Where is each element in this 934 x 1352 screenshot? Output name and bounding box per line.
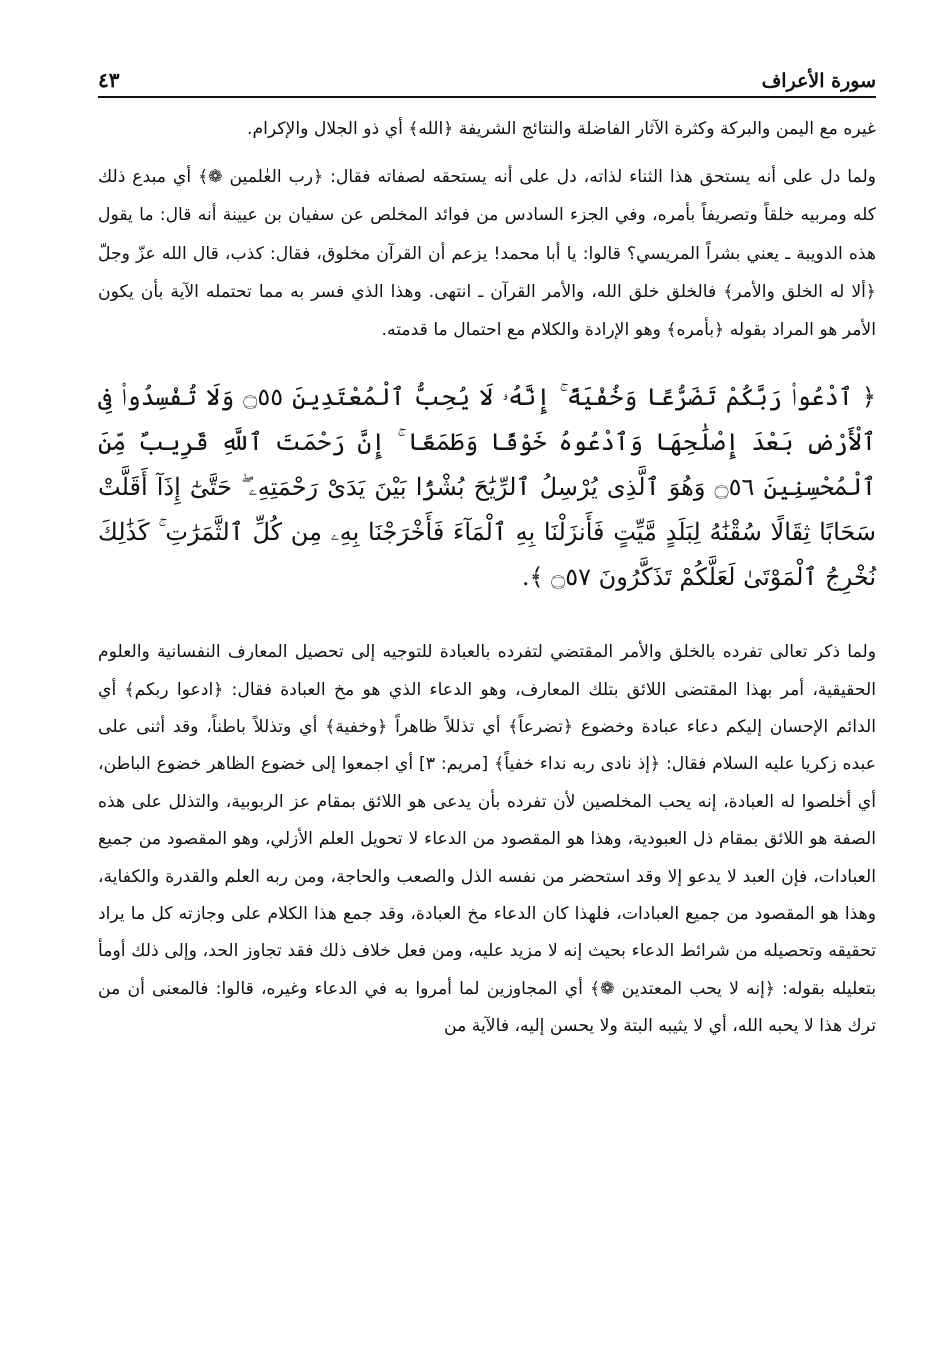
paragraph-2: ولما دل على أنه يستحق هذا الثناء لذاته، دل على أنه يستحقه لصفاته فقال: ﴿رب العٰلمين ❁﴾ أي مبدع ذلك كله ومربيه خلقاً وتصريفاً بأمره، وفي الجزء السادس من فوائد المخلص عن سفيان بن عيينة أنه قال: ما يقول هذه الدويبة ـ يعني بشراً المريسي؟ قالوا: يا أبا محمد! يزعم أن القرآن مخلوق، فقال: كذب، قال الله عزّ وجلّ ﴿ألا له الخلق والأمر﴾ فالخلق خلق الله، والأمر القرآن ـ انتهى. وهذا الذي فسر به مما تحتمله الآية بأن يكون الأمر هو المراد بقوله ﴿بأمره﴾ وهو الإرادة والكلام مع احتمال ما قدمته. xyxy=(98,167,876,341)
page-header xyxy=(98,60,876,98)
quran-verse-block: ﴿ ٱدْعُوا۟ رَبَّكُمْ تَضَرُّعًا وَخُفْيَةً ۚ إِنَّهُۥ لَا يُحِبُّ ٱلْمُعْتَدِينَ ۝٥٥ وَلَا تُفْسِدُوا۟ فِى ٱلْأَرْضِ بَعْدَ إِصْلَٰحِهَا وَٱدْعُوهُ خَوْفًا وَطَمَعًا ۚ إِنَّ رَحْمَتَ ٱللَّهِ قَرِيبٌ مِّنَ ٱلْمُحْسِنِينَ ۝٥٦ وَهُوَ ٱلَّذِى يُرْسِلُ ٱلرِّيَٰحَ بُشْرًۢا بَيْنَ يَدَىْ رَحْمَتِهِۦ ۖ حَتَّىٰٓ إِذَآ أَقَلَّتْ سَحَابًا ثِقَالًا سُقْنَٰهُ لِبَلَدٍ مَّيِّتٍ فَأَنزَلْنَا بِهِ ٱلْمَآءَ فَأَخْرَجْنَا بِهِۦ مِن كُلِّ ٱلثَّمَرَٰتِ ۚ كَذَٰلِكَ نُخْرِجُ ٱلْمَوْتَىٰ لَعَلَّكُمْ تَذَكَّرُونَ ۝٥٧ ﴾. xyxy=(98,383,876,592)
paragraph-3: ولما ذكر تعالى تفرده بالخلق والأمر المقتضي لتفرده بالعبادة للتوجيه إلى تحصيل المعارف النفسانية والعلوم الحقيقية، أمر بهذا المقتضى اللائق بتلك المعارف، وهو الدعاء الذي هو مخ العبادة فقال: ﴿ادعوا ربكم﴾ أي الدائم الإحسان إليكم دعاء عبادة وخضوع ﴿تضرعاً﴾ أي تذللاً ظاهراً ﴿وخفية﴾ أي وتذللاً باطناً، وقد أثنى على عبده زكريا عليه السلام فقال: ﴿إذ نادى ربه نداء خفياً﴾ [مريم: ٣] أي اجمعوا إلى خضوع الظاهر خضوع الباطن، أي أخلصوا له العبادة، إنه يحب المخلصين لأن تفرده بأن يدعى هو اللائق بمقام عز الربوبية، والتذلل على هذه الصفة هو اللائق بمقام ذل العبودية، وهذا هو المقصود من الدعاء لا تحويل العلم الأزلي، وهو المقصود من جميع العبادات، فإن العبد لا يدعو إلا وقد استحضر من نفسه الذل والصعب والحاجة، ومن ربه العلم والقدرة والكفاية، وهذا هو المقصود من جميع العبادات، فلهذا كان الدعاء مخ العبادة، وقد جمع هذا الكلام على وجازته كل ما يراد تحقيقه وتحصيله من شرائط الدعاء بحيث إنه لا مزيد عليه، ومن فعل خلاف ذلك فقد تجاوز الحد، وإلى ذلك أومأ بتعليله بقوله: ﴿إنه لا يحب المعتدين ❁﴾ أي المجاوزين لما أمروا به في الدعاء وغيره، قالوا: فالمعنى أن من ترك هذا لا يحبه الله، أي لا يثيبه البتة ولا يحسن إليه، فالآية من xyxy=(98,642,876,1037)
page-number: ٤٣ xyxy=(98,68,120,92)
book-page xyxy=(98,60,876,1330)
paragraph-1: غيره مع اليمن والبركة وكثرة الآثار الفاضلة والنتائج الشريفة ﴿الله﴾ أي ذو الجلال والإكرام. xyxy=(247,119,876,139)
surah-title: سورة الأعراف xyxy=(761,70,876,92)
